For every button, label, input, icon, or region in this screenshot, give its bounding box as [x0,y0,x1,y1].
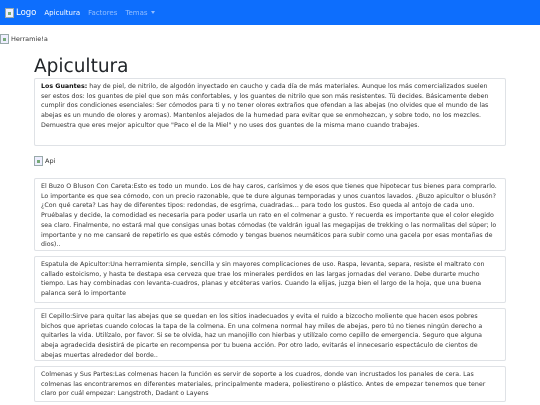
broken-image-icon [5,8,14,18]
card-guantes [34,78,506,146]
nav-item-temas-label: Temas [125,8,148,17]
card-colmenas: Colmenas y Sus Partes:Las colmenas hacen la función es servir de soporte a los cuadros, donde van incrustados los panales de cera. Las colmenas las encontraremos en diferentes materiales, principalmente madera, poliestireno o plástico. Antes de empezar tenemos que tener claro por cuál empezar: Langstroth, Dadant o Layens [34,366,506,402]
hero-image-alt: Herramie!a [11,35,48,43]
card-guantes-text: hay de piel, de nitrilo, de algodón inyectado en caucho y cada día de más materiales. Aunque los más comercializados suelen ser estos dos: los guantes de piel que son más confortables, y los guantes de nitrilo que son más resistentes. Tú decides. Básicamente deben cumplir dos condiciones esenciales: Ser cómodos para ti y no tener olores extraños que ofendan a las abejas (no olvides que el mundo de las abejas es un mundo de olores y aromas). Mantenlos alejados de la humedad para evitar que se enmohezcan, y sobre todo, no los mezcles. Demuestra que eres mejor apicultor que "Paco el de la Miel" y no uses dos guantes de la misma mano cuando trabajes. [41,83,489,129]
card-espatula: Espatula de Apicultor:Una herramienta simple, sencilla y sin mayores complicaciones de uso. Raspa, levanta, separa, resiste el maltrato con callado estoicismo, y hasta te destapa esa cerveza que trae los minerales perdidos en las largas jornadas del verano. Debe durarte mucho tiempo. Las hay combinadas con levanta-cuadros, planas y etcéteras varios. Cuando la elijas, juzga bien el largo de la hoja, que una buena palanca será lo importante [34,256,506,303]
nav-item-factores[interactable]: Factores [88,8,118,17]
broken-image-icon [0,34,9,44]
section-image-alt: Api [45,157,56,165]
top-navbar [0,0,540,25]
hero-image [0,34,48,44]
logo-alt-text: Logo [16,7,37,18]
broken-image-icon [34,156,43,166]
nav-item-apicultura[interactable]: Apicultura [44,8,81,17]
card-buzo: El Buzo O Bluson Con Careta:Esto es todo un mundo. Los de hay caros, carísimos y de esos que tienes que hipotecar tus bienes para comprarlo. Lo importante es que sea cómodo, con un precio razonable, que te dure algunas temporadas y unos cuantos lavados. ¿Buzo apicultor o blusón? ¿Con qué careta? Las hay de diferentes tipos: redondas, de esgrima, cuadradas… para todo los gustos. Eso queda al antojo de cada uno. Pruébalas y decide, la comodidad es necesaria para poder usarla un rato en el colmenar a gusto. Y recuerda es importante que el color elegido sea claro. Finalmente, no estará mal que consigas unas botas cómodas (te valdrán igual las megapijas de trekking o las normalitas del súper; lo importante y no me cansaré de repetirlo es que estés cómodo y tengas buenos neumáticos para subir como una gacela por esas montañas de dios).. [34,178,506,251]
navbar-brand[interactable] [5,8,36,18]
card-list [34,178,506,405]
caret-down-icon [151,11,155,14]
main-content [34,55,506,146]
card-cepillo: El Cepillo:Sirve para quitar las abejas que se quedan en los sitios inadecuados y evita el ruido a bizcocho moliente que hacen esos pobres bichos que aprietas cuando colocas la tapa de la colmena. En una colmena normal hay miles de abejas, pero tú no tienes ningún derecho a quitarles la vida. Utilízalo, por favor. Si se te olvida, haz un manojillo con hierbas y utilízalo como cepillo de emergencia. Seguro que alguna abeja agradecida desistirá de picarte en recompensa por tu buena acción. Por otro lado, evitarás el innecesario espectáculo de cientos de abejas muertas alrededor del borde.. [34,308,506,361]
card-guantes-heading: Los Guantes: [41,83,88,90]
section-image [34,156,55,166]
nav-item-temas[interactable] [125,9,154,17]
page-title: Apicultura [34,56,129,77]
